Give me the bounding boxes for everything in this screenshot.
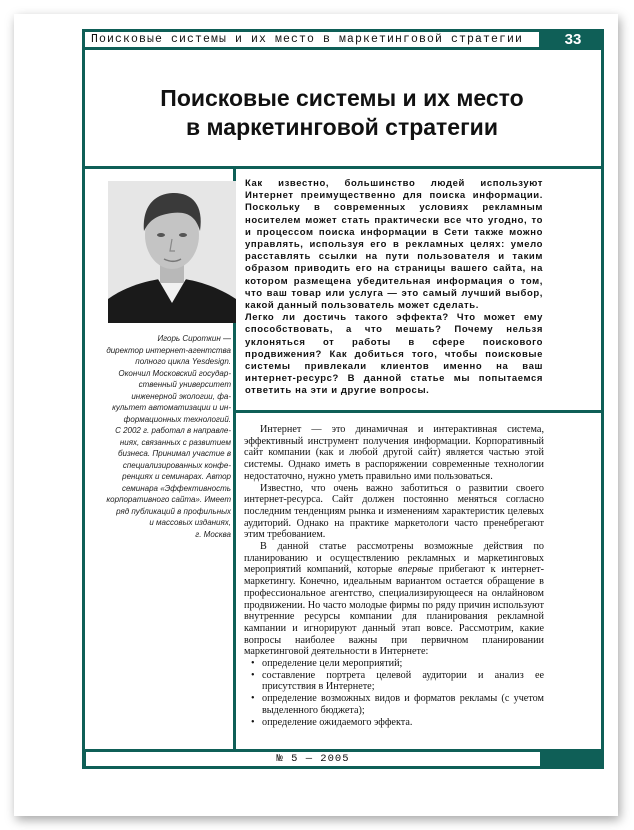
- bio-line: культет автоматизации и ин-: [112, 403, 231, 412]
- body-paragraph-1: Интернет — это динамичная и интерактивная система, эффективный инструмент получения информации. Корпоративный сайт компании (как и любой другой сайт) является частью этой системы. Однако иметь в распоряжении современные технологии недостаточно, нужно уметь правильно ими пользоваться.: [244, 424, 544, 482]
- bio-line: ниях, связанных с развитием: [119, 437, 231, 447]
- bio-line: полного цикла Yesdesign.: [135, 357, 231, 366]
- lead-paragraphs: [245, 178, 543, 398]
- list-item: • определение ожидаемого эффекта.: [262, 717, 544, 729]
- lead-divider: [233, 410, 604, 413]
- title-line-1: Поисковые системы и их место: [160, 85, 524, 111]
- list-item: • составление портрета целевой аудитории и анализ ее присутствия в Интернете;: [262, 670, 544, 693]
- issue-number: № 5 — 2005: [86, 752, 540, 766]
- bio-line: семинара «Эффективность: [121, 483, 231, 493]
- bio-line: корпоративного сайта». Имеет: [106, 495, 231, 504]
- bio-line: бизнеса. Принимал участие в: [118, 449, 231, 458]
- bio-line: инженерной экологии, фа-: [131, 391, 231, 401]
- bio-line: ряд публикаций в профильных: [116, 506, 231, 516]
- bio-line: Игорь Сироткин —: [157, 334, 231, 343]
- body-paragraph-3-end: прибегают к интернет-маркетингу. Конечно, идеальным вариантом остается обращение в профессиональное агентство, специализирующееся на онлайновом продвижении. Но часто молодые фирмы по ряду причин используют внутренние ресурсы компании для планирования рекламной кампании и игнорируют данный этап вовсе. Рассмотрим, какие вопросы наиболее важны при первичном планировании маркетинговой деятельности в Интернете:: [244, 564, 544, 658]
- lead-paragraph-2: Легко ли достичь такого эффекта? Что может ему способствовать, а что мешать? Почему нельзя уклоняться от работы в сфере поискового продвижения? Как добиться того, чтобы поисковые системы привлекали клиентов именно на ваш интернет-ресурс? В данной статье мы попытаемся ответить на эти и другие вопросы.: [245, 312, 543, 397]
- bio-line: ренциях и семинарах. Автор: [122, 472, 231, 481]
- bio-line: директор интернет-агентства: [106, 345, 231, 355]
- bio-line: Окончил Московский государ-: [118, 368, 231, 378]
- bio-line: г. Москва: [195, 529, 231, 539]
- emphasis-word: впервые: [398, 564, 434, 576]
- list-item: • определение возможных видов и форматов рекламы (с учетом выделенного бюджета);: [262, 693, 544, 716]
- article-body: [244, 424, 544, 728]
- lead-paragraph-1: Как известно, большинство людей используют Интернет преимущественно для поиска информации. Поскольку в современных условиях рекламным носителем может стать практически все что угодно, то и процессом поиска информации в Сети также можно управлять, используя его в рекламных целях: умело расставлять ссылки на пути пользователя и таким образом приводить его на страницы вашего сайта, на котором размещена убедительная информация о том, что ваш товар или услуга — это самый лучший выбор, какой данный пользователь может сделать.: [245, 178, 543, 312]
- bio-line: формационных технологий.: [123, 414, 231, 424]
- title-divider: [82, 166, 604, 169]
- list-item: • определение цели мероприятий;: [262, 658, 544, 670]
- author-photo: [108, 181, 236, 323]
- article-title: [85, 84, 599, 142]
- title-line-2: в маркетинговой стратегии: [186, 114, 498, 140]
- body-paragraph-2: Известно, что очень важно заботиться о развитии своего интернет-ресурса. Сайт должен постоянно меняться согласно последним тенденциям рынка и изменениям характеристик целевых аудиторий. Однако на практике маркетологи часто пренебрегают этим требованием.: [244, 482, 544, 541]
- bio-line: ственный университет: [138, 380, 231, 389]
- bio-line: специализированных конфе-: [122, 460, 231, 470]
- bio-line: С 2002 г. работал в направле-: [115, 426, 231, 435]
- page-number: 33: [564, 31, 582, 48]
- bio-line: и массовых изданиях,: [149, 518, 231, 527]
- author-portrait-image: [108, 181, 236, 323]
- running-title: Поисковые системы и их место в маркетинговой стратегии: [85, 32, 539, 47]
- body-paragraph-3-start: В данной статье рассмотрены возможные действия по планированию и осуществлению рекламных и маркетинговых мероприятий компаний, которые: [244, 541, 544, 576]
- author-bio: [93, 333, 231, 540]
- body-paragraph-3: [244, 541, 544, 658]
- planning-list: [244, 658, 544, 728]
